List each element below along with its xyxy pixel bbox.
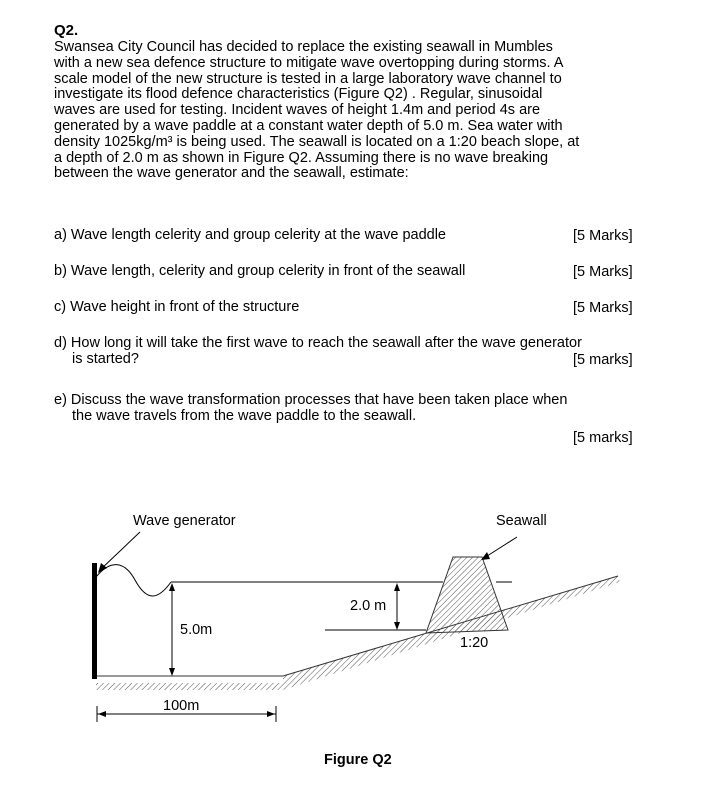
depth-seawall-arrow-top (394, 583, 400, 591)
seawall-structure (426, 557, 508, 633)
seabed-flat-hatch (96, 683, 283, 690)
part-d-continuation: is started? (72, 351, 139, 367)
part-e-continuation: the wave travels from the wave paddle to the seawall. (72, 408, 417, 424)
intro-line: between the wave generator and the seawall, estimate: (54, 165, 409, 182)
part-b-marks: [5 Marks] (573, 264, 633, 280)
intro-line: investigate its flood defence characteristics (Figure Q2) . Regular, sinusoidal (54, 86, 543, 103)
seawall-arrowhead (481, 552, 490, 560)
part-d-marks: [5 marks] (573, 352, 633, 368)
seawall-label: Seawall (496, 513, 547, 529)
distance-label: 100m (163, 698, 200, 714)
incident-wave (96, 565, 171, 596)
part-c-text: c) Wave height in front of the structure (54, 299, 300, 315)
depth-seawall-arrow-bottom (394, 622, 400, 630)
seawall-leader (484, 537, 517, 558)
part-c-marks: [5 Marks] (573, 300, 633, 316)
intro-line: density 1025kg/m³ is being used. The seawall is located on a 1:20 beach slope, at (54, 133, 580, 150)
wave-generator-leader (100, 532, 140, 570)
distance-arrow-right (267, 711, 275, 717)
depth-paddle-arrow-bottom (169, 668, 175, 676)
intro-line: generated by a wave paddle at a constant water depth of 5.0 m. Sea water with (54, 117, 563, 134)
wave-paddle (92, 563, 97, 679)
slope-label: 1:20 (460, 635, 489, 651)
question-number: Q2. (54, 22, 79, 39)
intro-line: scale model of the new structure is tested in a large laboratory wave channel to (54, 70, 562, 87)
part-a-text: a) Wave length celerity and group celerity at the wave paddle (54, 227, 446, 243)
intro-line: Swansea City Council has decided to replace the existing seawall in Mumbles (54, 39, 553, 55)
depth-seawall-label: 2.0 m (350, 598, 387, 614)
part-a-marks: [5 Marks] (573, 228, 633, 244)
part-d-text: d) How long it will take the first wave to reach the seawall after the wave generator (54, 335, 582, 351)
intro-line: waves are used for testing. Incident waves of height 1.4m and period 4s are (54, 102, 541, 119)
figure-caption: Figure Q2 (324, 752, 392, 768)
wave-generator-label: Wave generator (133, 513, 236, 529)
part-e-marks: [5 marks] (573, 430, 633, 446)
distance-arrow-left (98, 711, 106, 717)
intro-line: with a new sea defence structure to mitigate wave overtopping during storms. A (54, 54, 564, 71)
intro-line: a depth of 2.0 m as shown in Figure Q2. Assuming there is no wave breaking (54, 149, 549, 166)
part-b-text: b) Wave length, celerity and group celerity in front of the seawall (54, 263, 466, 279)
depth-paddle-label: 5.0m (180, 622, 213, 638)
part-e-text: e) Discuss the wave transformation processes that have been taken place when (54, 392, 568, 408)
